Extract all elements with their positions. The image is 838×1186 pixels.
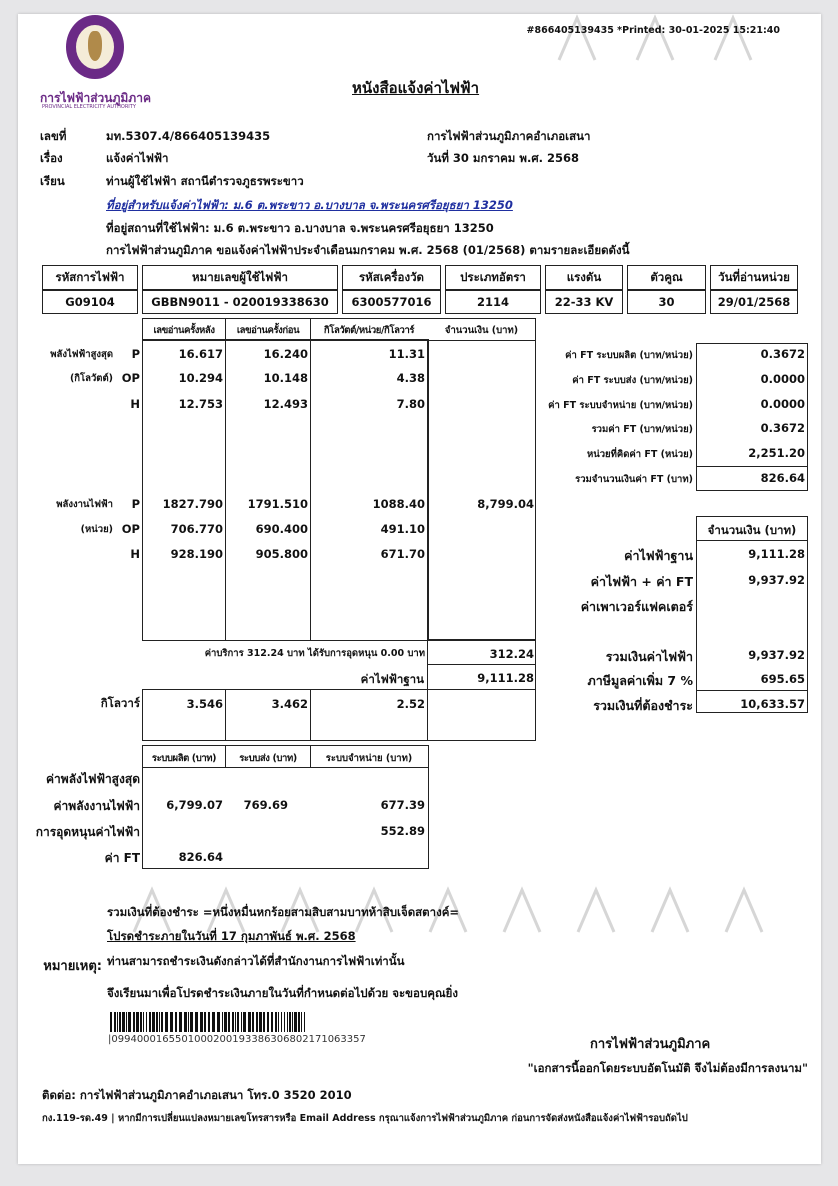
breakdown-header-distribution: ระบบจำหน่าย (บาท)	[325, 753, 413, 764]
note-text: ท่านสามารถชำระเงินดังกล่าวได้ที่สำนักงานการไฟฟ้าเท่านั้น	[107, 954, 405, 968]
breakdown-distribution: 552.89	[380, 824, 425, 838]
tou-label: P	[131, 497, 140, 511]
energy-previous: 905.800	[255, 547, 308, 561]
breakdown-label: ค่าพลังไฟฟ้าสูงสุด	[46, 772, 140, 786]
barcode-bar	[252, 1012, 254, 1032]
energy-previous: 690.400	[255, 522, 308, 536]
ft-label: ค่า FT ระบบส่ง (บาท/หน่วย)	[572, 375, 693, 386]
barcode-bar	[119, 1012, 121, 1032]
barcode-bar	[208, 1012, 210, 1032]
barcode-bar	[275, 1012, 277, 1032]
barcode-bar	[217, 1012, 220, 1032]
demand-current: 16.617	[178, 347, 223, 361]
demand-previous: 10.148	[263, 371, 308, 385]
site-address: ที่อยู่สถานที่ใช้ไฟฟ้า: ม.6 ต.พระขาว อ.บางบาล จ.พระนครศรีอยุธยา 13250	[106, 221, 494, 235]
breakdown-distribution: 677.39	[380, 798, 425, 812]
barcode-bar	[200, 1012, 203, 1032]
tou-label: OP	[121, 371, 140, 385]
barcode-bar	[212, 1012, 215, 1032]
header-units: กิโลวัตต์/หน่วย/กิโลวาร์	[323, 325, 415, 336]
account-header-cell: รหัสเครื่องวัด	[342, 265, 441, 290]
watermark	[555, 14, 795, 64]
barcode-bar	[224, 1012, 227, 1032]
office-name: การไฟฟ้าส่วนภูมิภาคอำเภอเสนา	[427, 129, 591, 143]
note-label: หมายเหตุ:	[43, 959, 102, 974]
account-header-cell: ประเภทอัตรา	[445, 265, 541, 290]
tou-label: P	[131, 347, 140, 361]
demand-unit: (กิโลวัตต์)	[69, 373, 113, 384]
tou-label: H	[130, 547, 140, 561]
demand-current: 12.753	[178, 397, 223, 411]
summary-value: 9,111.28	[748, 547, 805, 561]
barcode-bar	[294, 1012, 297, 1032]
barcode-bar	[235, 1012, 236, 1032]
demand-current: 10.294	[178, 371, 223, 385]
ft-label: ค่า FT ระบบผลิต (บาท/หน่วย)	[565, 350, 693, 361]
document-number: มท.5307.4/866405139435	[106, 129, 271, 143]
barcode-bar	[159, 1012, 160, 1032]
barcode-bar	[195, 1012, 198, 1032]
header-current-reading: เลขอ่านครั้งหลัง	[153, 325, 215, 336]
summary-header: จำนวนเงิน (บาท)	[707, 523, 797, 537]
barcode-bar	[175, 1012, 177, 1032]
barcode-bar	[287, 1012, 288, 1032]
form-note: กง.119-รด.49 | หากมีการเปลี่ยนแปลงหมายเลขโทรสารหรือ Email Address กรุณาแจ้งการไฟฟ้าส่วนภูมิภาค ก่อนการจัดส่งหนังสือแจ้งค่าไฟฟ้ารอบถัดไป	[42, 1113, 688, 1124]
account-value-cell: 22-33 KV	[545, 290, 623, 314]
tou-label: H	[130, 397, 140, 411]
no-label: เลขที่	[40, 129, 67, 143]
printed-stamp: #866405139435 *Printed: 30-01-2025 15:21:40	[526, 25, 780, 36]
demand-value: 4.38	[396, 371, 425, 385]
barcode-bar	[165, 1012, 168, 1032]
barcode-bar	[248, 1012, 251, 1032]
subject-label: เรื่อง	[40, 151, 63, 165]
barcode-bar	[256, 1012, 258, 1032]
service-charge-text: ค่าบริการ 312.24 บาท ได้รับการอุดหนุน 0.00 บาท	[204, 648, 425, 659]
ft-value: 2,251.20	[748, 446, 805, 460]
barcode-bar	[222, 1012, 223, 1032]
barcode-bar	[281, 1012, 282, 1032]
summary-label: รวมเงินที่ต้องชำระ	[593, 698, 693, 713]
account-value-cell: 30	[627, 290, 706, 314]
breakdown-label: ค่าพลังงานไฟฟ้า	[53, 799, 140, 813]
pea-logo-icon	[66, 15, 124, 79]
barcode-bar	[117, 1012, 118, 1032]
barcode-bar	[126, 1012, 127, 1032]
energy-value: 1088.40	[372, 497, 425, 511]
account-value-cell: 6300577016	[342, 290, 441, 314]
summary-value: 9,937.92	[748, 573, 805, 587]
contact-info: ติดต่อ: การไฟฟ้าส่วนภูมิภาคอำเภอเสนา โทร.0 3520 2010	[42, 1088, 352, 1102]
recipient: ท่านผู้ใช้ไฟฟ้า สถานีตำรวจภูธรพระขาว	[106, 174, 304, 188]
barcode	[110, 1012, 305, 1032]
energy-value: 491.10	[380, 522, 425, 536]
ft-value: 0.0000	[760, 397, 805, 411]
barcode-bar	[184, 1012, 187, 1032]
watermark-chevron	[726, 890, 762, 932]
summary-label: รวมเงินค่าไฟฟ้า	[605, 649, 693, 664]
kvar-label: กิโลวาร์	[100, 696, 140, 710]
barcode-bar	[161, 1012, 163, 1032]
signer: การไฟฟ้าส่วนภูมิภาค	[590, 1037, 711, 1052]
closing-text: จึงเรียนมาเพื่อโปรดชำระเงินภายในวันที่กำหนดต่อไปด้วย จะขอบคุณยิ่ง	[107, 986, 458, 1000]
barcode-bar	[170, 1012, 173, 1032]
service-charge-amount: 312.24	[489, 647, 534, 661]
summary-value: 695.65	[760, 672, 805, 686]
barcode-bar	[271, 1012, 273, 1032]
barcode-bar	[289, 1012, 291, 1032]
energy-amount: 8,799.04	[477, 497, 534, 511]
barcode-bar	[140, 1012, 142, 1032]
account-value-cell: GBBN9011 - 020019338630	[142, 290, 338, 314]
summary-label: ค่าไฟฟ้า + ค่า FT	[590, 574, 693, 589]
barcode-bar	[156, 1012, 158, 1032]
barcode-bar	[149, 1012, 151, 1032]
barcode-bar	[304, 1012, 305, 1032]
energy-value: 671.70	[380, 547, 425, 561]
kvar-previous: 3.462	[271, 697, 308, 711]
account-header-cell: ตัวคูณ	[627, 265, 706, 290]
account-header-cell: วันที่อ่านหน่วย	[710, 265, 798, 290]
ft-table	[696, 343, 808, 491]
ft-value: 0.3672	[760, 421, 805, 435]
letter-date: วันที่ 30 มกราคม พ.ศ. 2568	[427, 151, 579, 165]
barcode-bar	[188, 1012, 189, 1032]
barcode-bar	[241, 1012, 242, 1032]
barcode-bar	[232, 1012, 234, 1032]
account-header-cell: รหัสการไฟฟ้า	[42, 265, 138, 290]
breakdown-header-generation: ระบบผลิต (บาท)	[151, 753, 217, 764]
demand-previous: 16.240	[263, 347, 308, 361]
barcode-bar	[284, 1012, 285, 1032]
billing-address: ที่อยู่สำหรับแจ้งค่าไฟฟ้า: ม.6 ต.พระขาว อ.บางบาล จ.พระนครศรีอยุธยา 13250	[106, 198, 513, 212]
base-charge-label: ค่าไฟฟ้าฐาน	[360, 672, 424, 686]
total-in-words: รวมเงินที่ต้องชำระ =หนึ่งหมื่นหกร้อยสามสิบสามบาทห้าสิบเจ็ดสตางค์=	[107, 905, 460, 919]
barcode-bar	[228, 1012, 230, 1032]
watermark-chevron	[652, 890, 688, 932]
account-header-cell: หมายเลขผู้ใช้ไฟฟ้า	[142, 265, 338, 290]
tou-label: OP	[121, 522, 140, 536]
subject-value: แจ้งค่าไฟฟ้า	[106, 151, 169, 165]
barcode-bar	[128, 1012, 131, 1032]
account-value-cell: 29/01/2568	[710, 290, 798, 314]
account-value-cell: G09104	[42, 290, 138, 314]
summary-label: ค่าไฟฟ้าฐาน	[624, 548, 693, 563]
energy-unit: (หน่วย)	[80, 524, 113, 535]
kvar-current: 3.546	[186, 697, 223, 711]
barcode-bar	[146, 1012, 147, 1032]
breakdown-header-transmission: ระบบส่ง (บาท)	[239, 753, 297, 764]
demand-label: พลังไฟฟ้าสูงสุด	[50, 349, 113, 360]
barcode-bar	[259, 1012, 262, 1032]
header-previous-reading: เลขอ่านครั้งก่อน	[236, 325, 300, 336]
auto-issued-note: "เอกสารนี้ออกโดยระบบอัตโนมัติ จึงไม่ต้องมีการลงนาม"	[527, 1061, 808, 1075]
account-value-cell: 2114	[445, 290, 541, 314]
breakdown-generation: 826.64	[178, 850, 223, 864]
ft-label: รวมจำนวนเงินค่า FT (บาท)	[575, 474, 693, 485]
barcode-bar	[267, 1012, 269, 1032]
kvar-value: 2.52	[396, 697, 425, 711]
demand-value: 7.80	[396, 397, 425, 411]
to-label: เรียน	[40, 174, 65, 188]
breakdown-label: ค่า FT	[104, 851, 140, 865]
energy-previous: 1791.510	[247, 497, 308, 511]
ft-label: ค่า FT ระบบจำหน่าย (บาท/หน่วย)	[548, 400, 693, 411]
barcode-bar	[190, 1012, 193, 1032]
barcode-bar	[237, 1012, 239, 1032]
barcode-bar	[110, 1012, 112, 1032]
ft-value: 826.64	[760, 471, 805, 485]
demand-value: 11.31	[388, 347, 425, 361]
barcode-bar	[204, 1012, 206, 1032]
barcode-bar	[301, 1012, 302, 1032]
barcode-bar	[243, 1012, 246, 1032]
barcode-bar	[136, 1012, 139, 1032]
watermark-chevron	[504, 890, 540, 932]
summary-label: ภาษีมูลค่าเพิ่ม 7 %	[587, 673, 693, 688]
barcode-bar	[179, 1012, 182, 1032]
barcode-bar	[298, 1012, 300, 1032]
energy-current: 1827.790	[162, 497, 223, 511]
logo-text: การไฟฟ้าส่วนภูมิภาค	[40, 91, 151, 105]
due-date: โปรดชำระภายในวันที่ 17 กุมภาพันธ์ พ.ศ. 2568	[107, 929, 356, 943]
energy-label: พลังงานไฟฟ้า	[56, 499, 113, 510]
watermark-chevron	[578, 890, 614, 932]
barcode-number: |0994000165501000200193386306802171063357	[108, 1034, 366, 1045]
energy-current: 928.190	[170, 547, 223, 561]
breakdown-transmission: 769.69	[243, 798, 288, 812]
summary-value: 10,633.57	[740, 697, 805, 711]
ft-label: รวมค่า FT (บาท/หน่วย)	[591, 424, 693, 435]
energy-current: 706.770	[170, 522, 223, 536]
demand-previous: 12.493	[263, 397, 308, 411]
account-header-cell: แรงดัน	[545, 265, 623, 290]
base-charge-amount: 9,111.28	[477, 671, 534, 685]
summary-value: 9,937.92	[748, 648, 805, 662]
summary-label: ค่าเพาเวอร์แฟคเตอร์	[580, 599, 693, 614]
barcode-bar	[292, 1012, 293, 1032]
barcode-bar	[114, 1012, 116, 1032]
barcode-bar	[143, 1012, 144, 1032]
barcode-bar	[263, 1012, 265, 1032]
ft-value: 0.0000	[760, 372, 805, 386]
logo-subtext: PROVINCIAL ELECTRICITY AUTHORITY	[42, 104, 136, 110]
intro-text: การไฟฟ้าส่วนภูมิภาค ขอแจ้งค่าไฟฟ้าประจำเดือนมกราคม พ.ศ. 2568 (01/2568) ตามรายละเอียดดังนี้	[106, 243, 630, 257]
barcode-bar	[122, 1012, 125, 1032]
header-amount: จำนวนเงิน (บาท)	[444, 325, 519, 336]
ft-value: 0.3672	[760, 347, 805, 361]
breakdown-generation: 6,799.07	[166, 798, 223, 812]
page-title: หนังสือแจ้งค่าไฟฟ้า	[352, 79, 480, 97]
ft-label: หน่วยที่คิดค่า FT (หน่วย)	[586, 449, 693, 460]
barcode-bar	[278, 1012, 279, 1032]
barcode-bar	[152, 1012, 155, 1032]
breakdown-label: การอุดหนุนค่าไฟฟ้า	[35, 825, 140, 839]
barcode-bar	[133, 1012, 135, 1032]
